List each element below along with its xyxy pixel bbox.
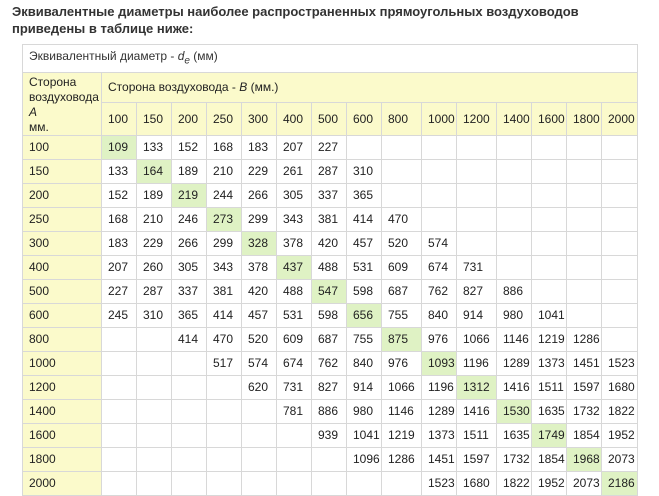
value-cell: 1146 bbox=[382, 400, 422, 424]
value-cell: 531 bbox=[277, 304, 312, 328]
value-cell: 343 bbox=[277, 208, 312, 232]
value-cell bbox=[207, 472, 242, 496]
value-cell: 1952 bbox=[532, 472, 567, 496]
value-cell: 520 bbox=[242, 328, 277, 352]
value-cell bbox=[137, 352, 172, 376]
table-row bbox=[23, 376, 638, 400]
value-cell: 488 bbox=[312, 256, 347, 280]
diagonal-value-cell: 1968 bbox=[567, 448, 602, 472]
a-size-header: 1600 bbox=[23, 424, 102, 448]
a-size-header: 400 bbox=[23, 256, 102, 280]
equivalent-diameter-table bbox=[22, 44, 638, 496]
value-cell bbox=[207, 376, 242, 400]
value-cell: 1854 bbox=[532, 448, 567, 472]
value-cell bbox=[137, 376, 172, 400]
diagonal-value-cell: 1749 bbox=[532, 424, 567, 448]
value-cell bbox=[102, 400, 137, 424]
table-row bbox=[23, 352, 638, 376]
value-cell bbox=[172, 448, 207, 472]
value-cell bbox=[567, 304, 602, 328]
value-cell: 189 bbox=[172, 160, 207, 184]
value-cell bbox=[137, 328, 172, 352]
value-cell bbox=[137, 424, 172, 448]
value-cell: 343 bbox=[207, 256, 242, 280]
diagonal-value-cell: 547 bbox=[312, 280, 347, 304]
value-cell: 1196 bbox=[422, 376, 457, 400]
value-cell: 1286 bbox=[382, 448, 422, 472]
value-cell: 189 bbox=[137, 184, 172, 208]
value-cell: 886 bbox=[312, 400, 347, 424]
value-cell: 1066 bbox=[382, 376, 422, 400]
value-cell bbox=[532, 232, 567, 256]
value-cell: 609 bbox=[382, 256, 422, 280]
value-cell: 620 bbox=[242, 376, 277, 400]
table-row bbox=[23, 208, 638, 232]
value-cell: 755 bbox=[347, 328, 382, 352]
value-cell bbox=[497, 160, 532, 184]
value-cell: 609 bbox=[277, 328, 312, 352]
value-cell: 2073 bbox=[602, 448, 638, 472]
b-size-header: 400 bbox=[277, 102, 312, 136]
table-row bbox=[23, 448, 638, 472]
value-cell bbox=[312, 472, 347, 496]
value-cell: 1289 bbox=[497, 352, 532, 376]
value-cell: 1289 bbox=[422, 400, 457, 424]
value-cell: 827 bbox=[457, 280, 497, 304]
a-size-header: 1000 bbox=[23, 352, 102, 376]
table-row bbox=[23, 472, 638, 496]
value-cell: 414 bbox=[207, 304, 242, 328]
value-cell bbox=[102, 352, 137, 376]
value-cell: 227 bbox=[312, 136, 347, 160]
a-size-header: 1200 bbox=[23, 376, 102, 400]
value-cell: 457 bbox=[242, 304, 277, 328]
value-cell: 886 bbox=[497, 280, 532, 304]
value-cell: 980 bbox=[347, 400, 382, 424]
value-cell: 1511 bbox=[457, 424, 497, 448]
page-title: Эквивалентные диаметры наиболее распространенных прямоугольных воздуховодов приведены в таблице ниже: bbox=[12, 4, 579, 36]
value-cell: 914 bbox=[457, 304, 497, 328]
value-cell: 133 bbox=[137, 136, 172, 160]
diagonal-value-cell: 875 bbox=[382, 328, 422, 352]
value-cell: 210 bbox=[207, 160, 242, 184]
value-cell: 1511 bbox=[532, 376, 567, 400]
value-cell: 183 bbox=[242, 136, 277, 160]
value-cell: 244 bbox=[207, 184, 242, 208]
value-cell bbox=[457, 160, 497, 184]
value-cell bbox=[172, 472, 207, 496]
value-cell bbox=[497, 232, 532, 256]
value-cell bbox=[172, 352, 207, 376]
value-cell bbox=[567, 184, 602, 208]
value-cell: 1373 bbox=[422, 424, 457, 448]
value-cell: 183 bbox=[102, 232, 137, 256]
value-cell: 1732 bbox=[567, 400, 602, 424]
value-cell: 1041 bbox=[347, 424, 382, 448]
table-row bbox=[23, 280, 638, 304]
value-cell: 598 bbox=[312, 304, 347, 328]
value-cell: 781 bbox=[277, 400, 312, 424]
b-size-header: 1600 bbox=[532, 102, 567, 136]
value-cell: 305 bbox=[277, 184, 312, 208]
value-cell bbox=[312, 448, 347, 472]
value-cell: 1146 bbox=[497, 328, 532, 352]
value-cell bbox=[207, 400, 242, 424]
value-cell: 365 bbox=[172, 304, 207, 328]
value-cell: 470 bbox=[382, 208, 422, 232]
value-cell: 687 bbox=[312, 328, 347, 352]
value-cell bbox=[382, 160, 422, 184]
value-cell: 976 bbox=[382, 352, 422, 376]
b-size-header: 250 bbox=[207, 102, 242, 136]
value-cell bbox=[567, 160, 602, 184]
value-cell: 488 bbox=[277, 280, 312, 304]
value-cell: 1451 bbox=[567, 352, 602, 376]
b-size-header: 300 bbox=[242, 102, 277, 136]
value-cell bbox=[567, 232, 602, 256]
b-size-header: 500 bbox=[312, 102, 347, 136]
value-cell: 520 bbox=[382, 232, 422, 256]
value-cell: 457 bbox=[347, 232, 382, 256]
value-cell bbox=[602, 208, 638, 232]
b-size-header: 150 bbox=[137, 102, 172, 136]
value-cell bbox=[242, 400, 277, 424]
a-size-header: 250 bbox=[23, 208, 102, 232]
diagonal-value-cell: 1530 bbox=[497, 400, 532, 424]
value-cell: 755 bbox=[382, 304, 422, 328]
value-cell bbox=[532, 184, 567, 208]
value-cell bbox=[207, 448, 242, 472]
a-size-header: 1800 bbox=[23, 448, 102, 472]
table-row bbox=[23, 160, 638, 184]
value-cell bbox=[172, 376, 207, 400]
value-cell: 1597 bbox=[457, 448, 497, 472]
value-cell: 207 bbox=[277, 136, 312, 160]
diagonal-value-cell: 2186 bbox=[602, 472, 638, 496]
value-cell: 1523 bbox=[602, 352, 638, 376]
value-cell: 1041 bbox=[532, 304, 567, 328]
value-cell: 674 bbox=[422, 256, 457, 280]
value-cell: 1854 bbox=[567, 424, 602, 448]
table-row bbox=[23, 184, 638, 208]
value-cell bbox=[277, 424, 312, 448]
value-cell: 1680 bbox=[457, 472, 497, 496]
b-size-header: 800 bbox=[382, 102, 422, 136]
value-cell bbox=[422, 208, 457, 232]
value-cell: 378 bbox=[242, 256, 277, 280]
value-cell bbox=[457, 232, 497, 256]
side-b-header: Сторона воздуховода - B (мм.) bbox=[102, 73, 638, 102]
value-cell: 229 bbox=[137, 232, 172, 256]
value-cell bbox=[172, 400, 207, 424]
table-row bbox=[23, 424, 638, 448]
value-cell bbox=[602, 184, 638, 208]
b-size-header: 200 bbox=[172, 102, 207, 136]
value-cell: 1680 bbox=[602, 376, 638, 400]
value-cell bbox=[102, 376, 137, 400]
a-size-header: 200 bbox=[23, 184, 102, 208]
value-cell: 310 bbox=[137, 304, 172, 328]
value-cell bbox=[277, 448, 312, 472]
table-caption: Эквивалентный диаметр - $d_e$ (мм) bbox=[23, 45, 638, 73]
b-size-header: 100 bbox=[102, 102, 137, 136]
value-cell bbox=[497, 256, 532, 280]
value-cell: 687 bbox=[382, 280, 422, 304]
value-cell bbox=[137, 448, 172, 472]
b-size-header: 2000 bbox=[602, 102, 638, 136]
value-cell bbox=[382, 472, 422, 496]
value-cell bbox=[422, 160, 457, 184]
value-cell: 1066 bbox=[457, 328, 497, 352]
value-cell: 305 bbox=[172, 256, 207, 280]
value-cell bbox=[347, 472, 382, 496]
value-cell bbox=[532, 280, 567, 304]
value-cell: 168 bbox=[207, 136, 242, 160]
value-cell bbox=[242, 424, 277, 448]
diagonal-value-cell: 328 bbox=[242, 232, 277, 256]
a-size-header: 2000 bbox=[23, 472, 102, 496]
value-cell bbox=[422, 136, 457, 160]
value-cell: 337 bbox=[172, 280, 207, 304]
value-cell: 840 bbox=[347, 352, 382, 376]
value-cell bbox=[457, 184, 497, 208]
diagonal-value-cell: 437 bbox=[277, 256, 312, 280]
value-cell: 574 bbox=[422, 232, 457, 256]
value-cell: 939 bbox=[312, 424, 347, 448]
value-cell: 420 bbox=[242, 280, 277, 304]
value-cell bbox=[382, 136, 422, 160]
value-cell: 266 bbox=[242, 184, 277, 208]
value-cell bbox=[137, 472, 172, 496]
value-cell bbox=[242, 472, 277, 496]
value-cell: 266 bbox=[172, 232, 207, 256]
b-size-header: 1800 bbox=[567, 102, 602, 136]
value-cell bbox=[277, 472, 312, 496]
value-cell: 531 bbox=[347, 256, 382, 280]
value-cell bbox=[102, 328, 137, 352]
value-cell: 414 bbox=[347, 208, 382, 232]
value-cell bbox=[497, 136, 532, 160]
value-cell: 210 bbox=[137, 208, 172, 232]
a-size-header: 500 bbox=[23, 280, 102, 304]
value-cell: 731 bbox=[277, 376, 312, 400]
value-cell bbox=[422, 184, 457, 208]
value-cell: 840 bbox=[422, 304, 457, 328]
value-cell bbox=[102, 424, 137, 448]
b-size-header: 600 bbox=[347, 102, 382, 136]
value-cell: 2073 bbox=[567, 472, 602, 496]
value-cell bbox=[242, 448, 277, 472]
value-cell: 207 bbox=[102, 256, 137, 280]
value-cell bbox=[602, 136, 638, 160]
diagonal-value-cell: 656 bbox=[347, 304, 382, 328]
value-cell: 261 bbox=[277, 160, 312, 184]
value-cell: 260 bbox=[137, 256, 172, 280]
value-cell: 731 bbox=[457, 256, 497, 280]
b-size-header: 1000 bbox=[422, 102, 457, 136]
value-cell: 1597 bbox=[567, 376, 602, 400]
value-cell: 168 bbox=[102, 208, 137, 232]
value-cell: 1416 bbox=[457, 400, 497, 424]
value-cell: 827 bbox=[312, 376, 347, 400]
value-cell: 1635 bbox=[532, 400, 567, 424]
value-cell bbox=[567, 256, 602, 280]
value-cell bbox=[532, 208, 567, 232]
value-cell bbox=[497, 208, 532, 232]
value-cell: 152 bbox=[102, 184, 137, 208]
diagonal-value-cell: 164 bbox=[137, 160, 172, 184]
value-cell bbox=[602, 256, 638, 280]
value-cell: 420 bbox=[312, 232, 347, 256]
a-size-header: 600 bbox=[23, 304, 102, 328]
value-cell: 976 bbox=[422, 328, 457, 352]
value-cell: 1196 bbox=[457, 352, 497, 376]
value-cell: 133 bbox=[102, 160, 137, 184]
value-cell bbox=[602, 328, 638, 352]
value-cell bbox=[382, 184, 422, 208]
table-row bbox=[23, 328, 638, 352]
a-size-header: 300 bbox=[23, 232, 102, 256]
value-cell: 980 bbox=[497, 304, 532, 328]
value-cell: 381 bbox=[312, 208, 347, 232]
value-cell: 245 bbox=[102, 304, 137, 328]
value-cell: 470 bbox=[207, 328, 242, 352]
value-cell: 574 bbox=[242, 352, 277, 376]
value-cell bbox=[497, 184, 532, 208]
value-cell bbox=[207, 424, 242, 448]
b-size-row bbox=[23, 102, 638, 136]
value-cell: 1416 bbox=[497, 376, 532, 400]
value-cell: 299 bbox=[207, 232, 242, 256]
value-cell bbox=[602, 232, 638, 256]
value-cell bbox=[532, 256, 567, 280]
value-cell: 1822 bbox=[497, 472, 532, 496]
value-cell: 1286 bbox=[567, 328, 602, 352]
value-cell: 337 bbox=[312, 184, 347, 208]
value-cell bbox=[602, 304, 638, 328]
value-cell: 1373 bbox=[532, 352, 567, 376]
value-cell: 1219 bbox=[532, 328, 567, 352]
value-cell: 1451 bbox=[422, 448, 457, 472]
value-cell bbox=[102, 472, 137, 496]
diagonal-value-cell: 1093 bbox=[422, 352, 457, 376]
value-cell: 1219 bbox=[382, 424, 422, 448]
value-cell: 1096 bbox=[347, 448, 382, 472]
value-cell bbox=[567, 136, 602, 160]
a-size-header: 1400 bbox=[23, 400, 102, 424]
value-cell: 1523 bbox=[422, 472, 457, 496]
value-cell: 762 bbox=[422, 280, 457, 304]
value-cell: 246 bbox=[172, 208, 207, 232]
a-size-header: 800 bbox=[23, 328, 102, 352]
a-size-header: 150 bbox=[23, 160, 102, 184]
value-cell bbox=[532, 160, 567, 184]
value-cell: 517 bbox=[207, 352, 242, 376]
table-row bbox=[23, 256, 638, 280]
value-cell: 299 bbox=[242, 208, 277, 232]
side-a-header: Сторона воздуховода А мм. bbox=[23, 73, 102, 136]
value-cell: 287 bbox=[137, 280, 172, 304]
value-cell: 598 bbox=[347, 280, 382, 304]
value-cell: 414 bbox=[172, 328, 207, 352]
b-size-header: 1200 bbox=[457, 102, 497, 136]
diagonal-value-cell: 219 bbox=[172, 184, 207, 208]
a-size-header: 100 bbox=[23, 136, 102, 160]
value-cell: 674 bbox=[277, 352, 312, 376]
value-cell: 1732 bbox=[497, 448, 532, 472]
value-cell: 365 bbox=[347, 184, 382, 208]
value-cell bbox=[137, 400, 172, 424]
value-cell: 287 bbox=[312, 160, 347, 184]
value-cell: 381 bbox=[207, 280, 242, 304]
value-cell bbox=[172, 424, 207, 448]
value-cell: 762 bbox=[312, 352, 347, 376]
value-cell bbox=[347, 136, 382, 160]
value-cell bbox=[567, 208, 602, 232]
value-cell bbox=[602, 160, 638, 184]
value-cell bbox=[567, 280, 602, 304]
value-cell bbox=[457, 208, 497, 232]
value-cell bbox=[602, 280, 638, 304]
table-row bbox=[23, 136, 638, 160]
value-cell: 310 bbox=[347, 160, 382, 184]
diagonal-value-cell: 1312 bbox=[457, 376, 497, 400]
value-cell bbox=[102, 448, 137, 472]
value-cell: 1635 bbox=[497, 424, 532, 448]
table-row bbox=[23, 400, 638, 424]
value-cell: 1952 bbox=[602, 424, 638, 448]
value-cell: 229 bbox=[242, 160, 277, 184]
value-cell: 152 bbox=[172, 136, 207, 160]
value-cell bbox=[457, 136, 497, 160]
value-cell: 1822 bbox=[602, 400, 638, 424]
value-cell: 914 bbox=[347, 376, 382, 400]
value-cell: 378 bbox=[277, 232, 312, 256]
table-row bbox=[23, 232, 638, 256]
value-cell: 227 bbox=[102, 280, 137, 304]
value-cell bbox=[532, 136, 567, 160]
diagonal-value-cell: 273 bbox=[207, 208, 242, 232]
b-size-header: 1400 bbox=[497, 102, 532, 136]
diagonal-value-cell: 109 bbox=[102, 136, 137, 160]
table-row bbox=[23, 304, 638, 328]
